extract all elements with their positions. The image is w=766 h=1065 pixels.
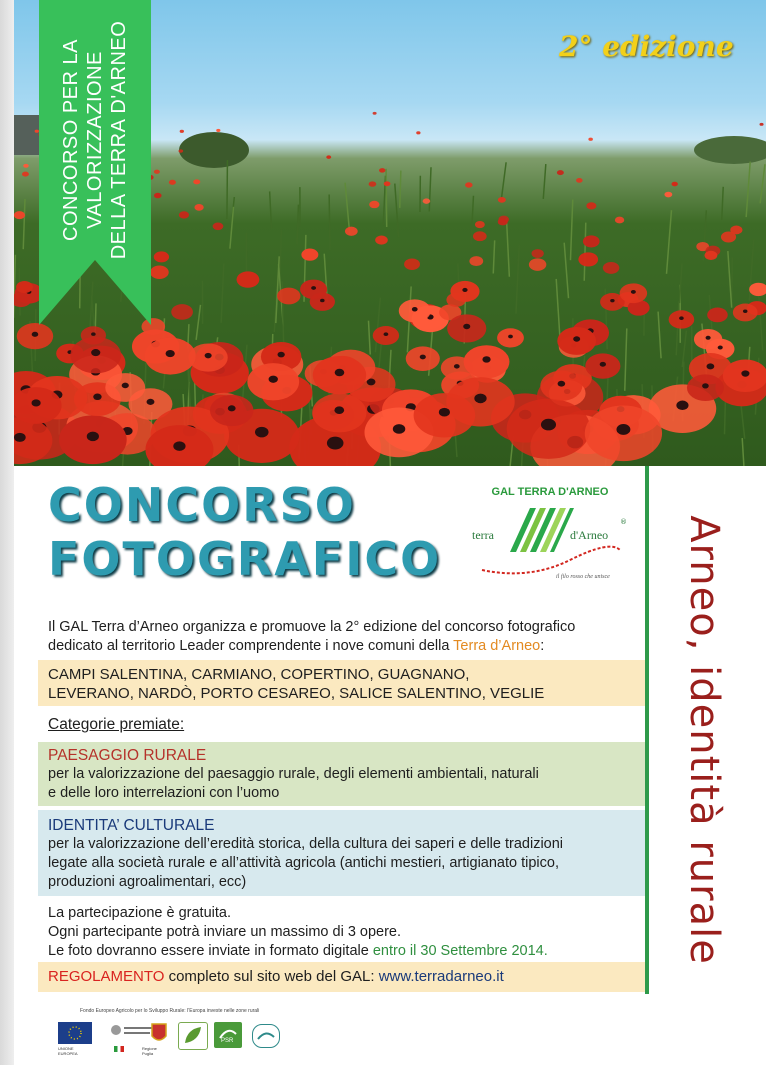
regione-puglia-crest-icon	[150, 1022, 168, 1044]
eu-caption: UNIONE EUROPEA	[58, 1046, 78, 1056]
poppy-center	[741, 370, 749, 376]
poppy-flower	[154, 193, 162, 199]
poppy-center	[334, 406, 344, 414]
poppy-flower	[473, 231, 487, 241]
grass-stem	[400, 171, 401, 208]
category-line: produzioni agroalimentari, ecc)	[48, 874, 247, 890]
poppy-center	[147, 399, 155, 405]
deadline-highlight: entro il 30 Settembre 2014.	[372, 943, 548, 959]
participation-line: La partecipazione è gratuita.	[48, 905, 231, 921]
poppy-center	[91, 349, 100, 356]
poppy-center	[93, 393, 101, 400]
poppy-flower	[277, 288, 300, 305]
tree-silhouette	[179, 132, 249, 168]
grass-stem	[658, 312, 661, 359]
grass-stem	[429, 167, 431, 211]
ministry-emblem-icon	[106, 1022, 156, 1044]
poppy-flower	[615, 217, 624, 224]
comuni-line: LEVERANO, NARDÒ, PORTO CESAREO, SALICE SALENTINO, VEGLIE	[48, 685, 545, 702]
poppy-center	[393, 424, 405, 434]
poppy-center	[87, 432, 99, 441]
footer-note: Fondo Europeo Agricolo per lo Sviluppo Rurale: l’Europa investe nelle zone rurali	[80, 1008, 260, 1014]
participation-text-part: Le foto dovranno essere inviate in formato digitale	[48, 943, 373, 959]
poppy-center	[205, 353, 212, 358]
poppy-flower	[759, 123, 763, 126]
intro-text-part: dedicato al territorio Leader comprendente i nove comuni della	[48, 638, 454, 654]
poppy-center	[228, 405, 236, 411]
poppy-center	[610, 299, 614, 302]
poppy-flower	[169, 180, 176, 185]
poppy-flower	[23, 164, 28, 168]
grass-stem	[564, 243, 568, 298]
grass-stem	[760, 164, 765, 203]
poppy-center	[462, 288, 467, 292]
logo-word-arneo: d'Arneo	[570, 528, 609, 542]
poppy-center	[482, 356, 490, 362]
poppy-flower	[423, 198, 431, 203]
poppy-center	[278, 352, 285, 358]
poppy-flower	[730, 226, 742, 235]
poppy-center	[706, 336, 711, 340]
title-line: CONCORSO	[48, 478, 356, 532]
participation-line	[48, 942, 648, 961]
poppy-center	[541, 419, 556, 431]
poppy-center	[173, 441, 185, 451]
participation-text	[48, 904, 648, 961]
ribbon-line: CONCORSO PER LA	[60, 39, 82, 241]
poppy-flower	[22, 172, 29, 177]
category-paesaggio	[48, 746, 648, 803]
tree-silhouette	[694, 136, 766, 164]
poppy-center	[91, 332, 96, 336]
poppy-flower	[369, 181, 377, 186]
grass-stem	[92, 296, 95, 329]
poppy-flower	[171, 304, 193, 320]
ribbon-line: DELLA TERRA D'ARNEO	[108, 20, 130, 260]
poppy-flower	[150, 266, 169, 279]
poppy-flower	[704, 251, 717, 260]
grass-stem	[728, 251, 732, 308]
poppy-flower	[154, 170, 160, 174]
regolamento-line	[48, 967, 504, 986]
grass-stem	[270, 191, 272, 228]
poppy-flower	[469, 256, 483, 266]
poppy-flower	[707, 307, 728, 322]
grass-stem	[725, 401, 726, 434]
grass-stem	[471, 196, 473, 245]
grass-stem	[196, 305, 200, 340]
category-title: IDENTITA’ CULTURALE	[48, 817, 215, 834]
grass-stem	[395, 184, 399, 238]
poppy-flower	[373, 112, 377, 115]
regolamento-text: completo sul sito web del GAL:	[164, 968, 379, 985]
grass-stem	[584, 223, 586, 281]
poppy-flower	[180, 130, 184, 133]
poppy-center	[32, 332, 39, 337]
grass-stem	[570, 200, 572, 261]
logo-registered: ®	[620, 518, 627, 526]
grass-stem	[746, 162, 750, 217]
poppy-center	[439, 408, 450, 417]
gal-logo	[470, 480, 630, 592]
poppy-flower	[532, 249, 544, 258]
participation-line: Ogni partecipante potrà inviare un massimo di 3 opere.	[48, 924, 402, 940]
regolamento-label: REGOLAMENTO	[48, 968, 165, 985]
poppy-center	[166, 350, 175, 357]
poppy-center	[454, 364, 460, 368]
logo-tagline: il filo rosso che unisce	[556, 574, 610, 580]
grass-stem	[329, 194, 330, 250]
poppy-center	[631, 290, 636, 294]
intro-text	[48, 618, 648, 656]
regione-caption: Regione Puglia	[142, 1046, 157, 1056]
intro-text-part: :	[540, 638, 545, 654]
poppy-flower	[178, 149, 183, 152]
poppy-center	[463, 324, 470, 329]
page-edge-shadow	[0, 0, 14, 1065]
grass-stem	[493, 240, 494, 273]
poppy-flower	[557, 170, 564, 175]
grass-stem	[667, 210, 672, 274]
poppy-flower	[749, 283, 766, 296]
website-link[interactable]: www.terradarneo.it	[378, 968, 504, 985]
grass-stem	[556, 279, 560, 338]
poppy-flower	[529, 258, 546, 271]
poppy-center	[269, 376, 278, 383]
poppy-flower	[603, 262, 620, 274]
poppy-flower	[583, 235, 600, 247]
poppy-flower	[416, 131, 420, 134]
poppy-flower	[216, 129, 220, 132]
poppy-flower	[16, 281, 33, 293]
psr-label: PSR	[221, 1038, 234, 1044]
psr-logo-icon	[214, 1022, 242, 1048]
ribbon-text	[59, 15, 131, 265]
poppy-center	[743, 310, 747, 313]
grass-stem	[14, 255, 15, 318]
poppy-center	[679, 316, 684, 320]
poppy-center	[474, 394, 486, 404]
poppy-flower	[672, 182, 678, 187]
grass-stem	[368, 321, 370, 355]
poppy-flower	[345, 227, 358, 236]
categories-heading: Categorie premiate:	[48, 716, 185, 733]
poppy-flower	[498, 197, 506, 203]
eu-flag-icon	[58, 1022, 92, 1044]
poppy-center	[311, 286, 316, 290]
italy-flag-icon	[114, 1046, 124, 1052]
grass-stem	[221, 264, 224, 323]
poppy-flower	[301, 249, 318, 261]
comuni-list	[48, 665, 544, 703]
category-identita	[48, 816, 648, 892]
title-line: FOTOGRAFICO	[48, 532, 442, 586]
poppy-flower	[384, 181, 391, 186]
poppy-center	[384, 332, 389, 336]
poppy-center	[320, 299, 325, 303]
poppy-flower	[664, 192, 672, 198]
grass-stem	[543, 164, 546, 199]
poppy-flower	[237, 271, 260, 287]
poppy-center	[255, 427, 269, 438]
grass-stem	[682, 331, 686, 368]
category-line: e delle loro interrelazioni con l’uomo	[48, 785, 280, 801]
poppy-center	[558, 381, 566, 387]
grass-stem	[506, 218, 509, 277]
poppy-flower	[475, 221, 485, 228]
poppy-flower	[213, 222, 224, 230]
poppy-flower	[14, 211, 25, 219]
category-line: per la valorizzazione dell’eredità storica, della cultura dei saperi e delle tradizioni	[48, 836, 564, 852]
poppy-flower	[154, 251, 169, 262]
category-line: per la valorizzazione del paesaggio rurale, degli elementi ambientali, naturali	[48, 766, 539, 782]
poppy-flower	[194, 204, 203, 211]
poppy-flower	[35, 130, 39, 133]
grass-stem	[501, 162, 506, 199]
poppy-flower	[586, 202, 596, 209]
logo-word-terra: terra	[472, 528, 494, 542]
poppy-flower	[576, 178, 583, 183]
poppy-flower	[588, 138, 593, 141]
poppy-center	[676, 401, 688, 410]
poppy-center	[702, 383, 709, 388]
poppy-flower	[379, 168, 385, 173]
intro-highlight: Terra d’Arneo	[453, 638, 541, 654]
grass-stem	[23, 199, 25, 249]
category-line: legate alla società rurale e all’attività agricola (antichi mestieri, artigianato tipico,	[48, 855, 559, 871]
grass-stem	[375, 298, 380, 353]
poppy-center	[420, 355, 426, 360]
category-title: PAESAGGIO RURALE	[48, 747, 207, 764]
poppy-center	[327, 437, 344, 450]
network-logo-icon	[252, 1024, 280, 1048]
grass-stem	[625, 328, 627, 390]
poppy-flower	[369, 201, 379, 208]
poppy-flower	[375, 235, 388, 244]
poppy-flower	[404, 259, 420, 270]
comuni-line: CAMPI SALENTINA, CARMIANO, COPERTINO, GUAGNANO,	[48, 666, 470, 683]
poppy-center	[573, 336, 580, 341]
poppy-center	[707, 363, 715, 369]
poppy-flower	[578, 252, 598, 266]
poppy-center	[412, 307, 418, 311]
leaf-logo-icon	[178, 1022, 208, 1050]
grass-stem	[297, 205, 298, 245]
poppy-center	[14, 433, 26, 442]
intro-line: Il GAL Terra d’Arneo organizza e promuove la 2° edizione del concorso fotografico	[48, 619, 576, 635]
poppy-flower	[326, 155, 331, 159]
poppy-center	[600, 362, 606, 367]
edition-label: 2° edizione	[559, 30, 734, 63]
poppy-flower	[142, 318, 166, 335]
poppy-flower	[179, 211, 189, 218]
grass-stem	[516, 244, 519, 313]
grass-stem	[722, 187, 723, 220]
poppy-center	[122, 383, 129, 389]
grass-stem	[742, 438, 746, 466]
poppy-flower	[193, 179, 200, 184]
poster-title	[48, 478, 441, 586]
poppy-center	[508, 335, 513, 339]
poppy-center	[616, 424, 630, 435]
poppy-center	[31, 399, 40, 406]
poppy-flower	[465, 182, 473, 187]
grass-stem	[386, 169, 387, 227]
poppy-center	[335, 369, 345, 376]
ribbon-line: VALORIZZAZIONE	[84, 51, 106, 229]
intro-line	[48, 637, 648, 656]
logo-heading: GAL TERRA D'ARNEO	[491, 486, 609, 498]
vertical-slogan: Arneo, identità rurale	[681, 515, 727, 965]
poppy-flower	[498, 216, 509, 224]
